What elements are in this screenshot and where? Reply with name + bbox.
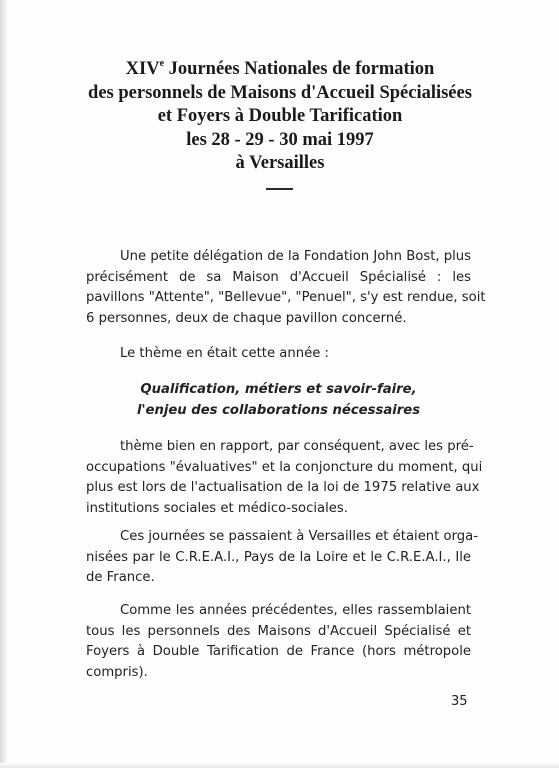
paragraph-line: plus est lors de l'actualisation de la loi de 1975 relative aux bbox=[86, 480, 480, 495]
paragraph-line: compris). bbox=[86, 664, 148, 680]
paragraph-delegation bbox=[86, 247, 486, 329]
paragraph-line: thème bien en rapport, par conséquent, avec les pré- bbox=[120, 439, 474, 454]
title-divider bbox=[266, 188, 293, 190]
page-title bbox=[40, 58, 520, 176]
paragraph-line: nisées par le C.R.E.A.I., Pays de la Loire et le C.R.E.A.I., Ile bbox=[86, 549, 471, 565]
paragraph-line: Foyers à Double Tarification de France (hors métropole bbox=[86, 644, 471, 659]
title-line-1-text: Journées Nationales de formation bbox=[164, 59, 435, 79]
paragraph-line: Le thème en était cette année : bbox=[120, 346, 329, 361]
paragraph-attendees bbox=[86, 601, 471, 683]
paragraph-line: Comme les années précédentes, elles rassemblaient bbox=[120, 603, 471, 618]
title-line-5: à Versailles bbox=[235, 153, 325, 173]
paragraph-line: Une petite délégation de la Fondation John Bost, plus bbox=[120, 249, 472, 264]
title-roman-numeral: XIV bbox=[125, 59, 160, 79]
paragraph-line: occupations "évaluatives" et la conjoncture du moment, qui bbox=[86, 459, 483, 475]
paragraph-line: de France. bbox=[86, 570, 155, 585]
page-bottom-shadow bbox=[0, 763, 559, 768]
page-number: 35 bbox=[451, 694, 468, 709]
title-superscript: e bbox=[159, 58, 165, 69]
paragraph-line: institutions sociales et médico-sociales. bbox=[86, 500, 348, 516]
title-line-3: et Foyers à Double Tarification bbox=[157, 106, 403, 126]
paragraph-organizers bbox=[86, 527, 478, 589]
theme-line-1: Qualification, métiers et savoir-faire, bbox=[140, 382, 417, 397]
theme-line-2: l'enjeu des collaborations nécessaires bbox=[136, 402, 421, 418]
theme-quote bbox=[86, 380, 471, 421]
paragraph-line: pavillons "Attente", "Bellevue", "Penuel", s'y est rendue, soit bbox=[86, 290, 486, 305]
page-binding-shadow bbox=[0, 0, 8, 768]
paragraph-line: précisément de sa Maison d'Accueil Spécialisé : les bbox=[86, 269, 471, 285]
paragraph-theme-intro bbox=[86, 344, 471, 365]
paragraph-line: tous les personnels des Maisons d'Accueil Spécialisé et bbox=[86, 623, 471, 639]
paragraph-line: Ces journées se passaient à Versailles et étaient orga- bbox=[120, 529, 478, 544]
paragraph-theme-context bbox=[86, 437, 483, 519]
title-line-4: les 28 - 29 - 30 mai 1997 bbox=[186, 129, 374, 150]
paragraph-line: 6 personnes, deux de chaque pavillon concerné. bbox=[86, 310, 407, 326]
title-line-1 bbox=[40, 58, 520, 82]
title-line-2: des personnels de Maisons d'Accueil Spécialisées bbox=[88, 82, 472, 103]
